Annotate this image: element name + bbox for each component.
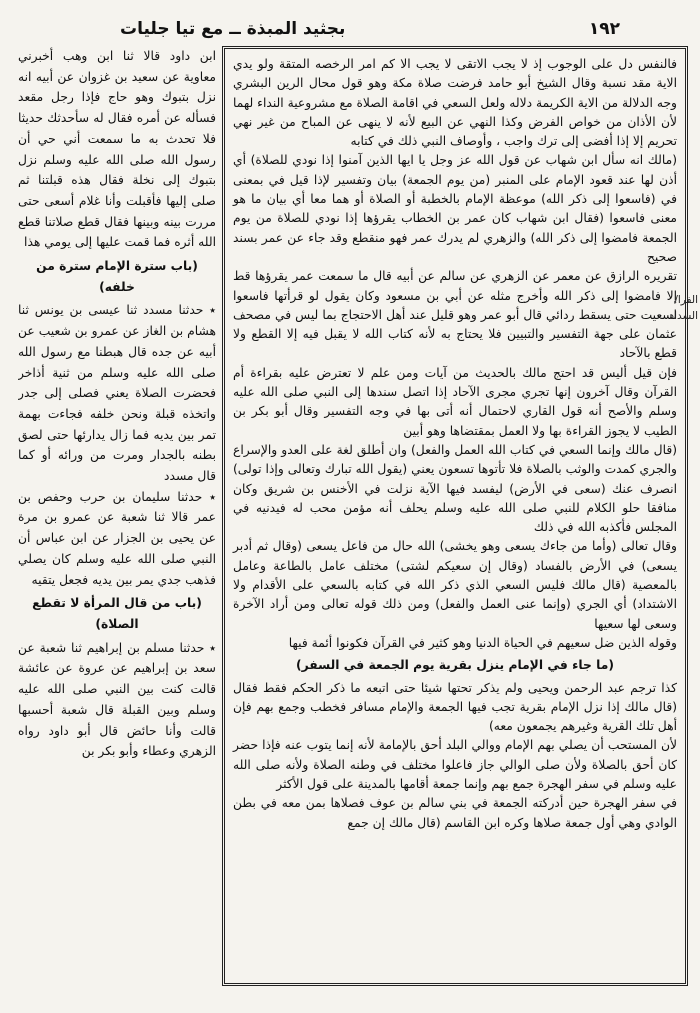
main-paragraph: وقال تعالى (وأما من جاءك يسعى وهو يخشى) الله حال من فاعل يسعى (وقال ثم أدبر يسعى) في الأرض بالفساد (وقال إن سعيكم لشتى) مختلف عامل بالطاعة وعامل بالمعصية (قال مالك فليس السعي الذي ذكر الله في كتابه بالسعي على الأقدام ولا الاشتداد) أي الجري (وإنما عنى العمل والفعل) ومن ذلك قوله تعالى ومن أراد الآخرة وسعى لها سعيها — [233, 539, 677, 631]
side-paragraph: ٭ حدثنا سليمان بن حرب وحفص بن عمر قالا ثنا شعبة عن عمرو بن مرة عن يحيى بن الجزار عن ابن عباس أن النبي صلى الله عليه وسلم كان يصلي فذهب جدي يمر بين يديه فجعل يتقيه — [18, 489, 216, 587]
main-paragraph: فالنفس دل على الوجوب إذ لا يجب الاتقى لا يجب الا كم امر الرخصه المتقة ولو يدي الاية مقد نسبة وقال الشيخ أبو حامد فرضت صلاة مكة وهو قول محال الرين البشري وجه الدلالة من الاية الكريمة دلاله ولعل السعي في اقامة الصلاة مع مشروعية النداء لهما لأن الأذان من خواص الفرض وكذا النهي عن البيع لأنه لا ينهى عن المباح من غير نهي تحريم إلا إذا أفضى إلى ترك واجب ، وأوصاف النبي ذلك في كتابه — [233, 57, 677, 149]
chapter-heading: (باب سترة الإمام سترة من خلفه) — [36, 259, 198, 294]
main-commentary-frame — [222, 46, 688, 986]
main-paragraph: (قال مالك وإنما السعي في كتاب الله العمل والفعل) وان أطلق لغة على العدو والإسراع والجري كمدت والوثب بالصلاة فلا تأتوها تسعون يعني (يقول الله تبارك وتعالى وإذا تولى) انصرف عنك (سعى في الأرض) ليفسد فيها الآية نزلت في الأخنس بن شريق وكان منافقا حلو الكلام للنبي صلى الله عليه وسلم يحلف أنه مؤمن محب له فيدنيه في المجلس فأكذبه الله في ذلك — [233, 442, 677, 535]
main-paragraph: (مالك انه سأل ابن شهاب عن قول الله عز وجل يا ايها الذين آمنوا إذا نودي للصلاة) أي أذن لها عند قعود الإمام على المنبر (من يوم الجمعة) بيان وتفسير لإذا قيل في بمعنى في (فاسعوا إلى ذكر الله) موعظة الإمام بالخطبة أو الصلاة أو هما معا أي بيان ما هو معنى فاسعوا (فقال ابن شهاب كان عمر بن الخطاب يقرؤها إذا نودي للصلاة من يوم الجمعة فامضوا إلى ذكر الله) والزهري لم يدرك عمر فهو منقطع وقد جاء عن عمر بسند صحيح — [233, 153, 677, 264]
margin-annotation: الفرا/ السداد — [669, 294, 698, 322]
page-header — [120, 14, 620, 44]
main-paragraph: تقريره الرازق عن معمر عن الزهري عن سالم عن أبيه قال ما سمعت عمر يقرؤها قط إلا فامضوا إلى ذكر الله وأخرج مثله عن أبي بن مسعود وكان يقول لو قرأتها فاسعوا لسعيت حتى يسقط ردائي قال أبو عمر وهو قليل عند أهل الاحتجاج بما ليس في مصحف عثمان على جهة التفسير والتبيين فلا يحتاج به لأنه كتاب الله لا يقبل فيه إلا القطع ولا قطع بالآحاد — [233, 269, 677, 361]
side-paragraph: ٭ حدثنا مسدد ثنا عيسى بن يونس ثنا هشام بن الغاز عن عمرو بن شعيب عن أبيه عن جده قال هبطنا مع رسول الله صلى الله عليه وسلم من ثنية أذاخر فحضرت الصلاة يعني فصلى إلى جدر واتخذه قبلة ونحن خلفه فجاءت بهمة تمر بين يديه فما زال يدارئها حتى لصق بطنه بالجدار ومرت من ورائه أو كما قال مسدد — [18, 303, 216, 484]
side-paragraph: ابن داود قالا ثنا ابن وهب أخبرني معاوية عن سعيد بن غزوان عن أبيه انه نزل بتبوك وهو حاج فإذا رجل مقعد فسأله عن أمره فقال له سأحدثك حديثا فلا تحدث به ما سمعت أني حي أن رسول الله صلى الله عليه وسلم نزل بتبوك إلى نخلة فقال هذه قبلتنا ثم صلى إليها فأقبلت وأنا غلام أسعى حتى مررت بينه وبينها فقال قطع صلاتنا قطع الله أثره فما قمت عليها إلى يومي هذا — [18, 49, 216, 250]
section-heading: (ما جاء في الإمام ينزل بقرية يوم الجمعة في السفر) — [295, 658, 615, 673]
main-paragraph: فإن قيل أليس قد احتج مالك بالحديث من آيات ومن علم لا تعترض عليه بقراءة أم القرآن وقال آخرون إنها تجري مجرى الآحاد إذا اتصل سندها إلى النبي صلى الله عليه وسلم والأصح أنه قول القاري لاحتمال أنه أتى بها في وجه التفسير وقال أبو بكر بن الطيب لا يجوز القراءة بها ولا العمل بمقتضاها وهو أبين — [233, 365, 677, 438]
chapter-heading: (باب من قال المرأة لا تقطع الصلاة) — [32, 596, 202, 631]
main-paragraph: في سفر الهجرة حين أدركته الجمعة في بني سالم بن عوف فصلاها بمن معه في بطن الوادي وهي أول جمعة صلاها وكره ابن القاسم (قال مالك إن جمع — [233, 796, 677, 830]
main-paragraph: لأن المستحب أن يصلي بهم الإمام ووالي البلد أحق بالإمامة لأنه إنما يتوب عنه فإذا حضر كان أحق بالصلاة ولأن صلى الوالي جاز فاعلوا مختلف في وطنه الصلاة ولأنه صلى الله عليه وسلم في سفر الهجرة جمع بهم وإنما جمعة أقامها بالمدينة على قول الأكثر — [233, 738, 677, 791]
main-paragraph: كذا ترجم عبد الرحمن ويحيى ولم يذكر تحتها شيئا حتى اتبعه ما ذكر الحكم فقط فقال (قال مالك إذا نزل الإمام بقرية تجب فيها الجمعة والإمام مسافر فخطب وجمع بهم فإن أهل تلك القرية وغيرهم يجمعون معه) — [233, 680, 677, 734]
side-paragraph: ٭ حدثنا مسلم بن إبراهيم ثنا شعبة عن سعد بن إبراهيم عن عروة عن عائشة قالت كنت بين النبي صلى الله عليه وسلم وبين القبلة قال شعبة أحسبها قالت وأنا حائض قال أبو داود رواه الزهري وعطاء وأبو بكر بن — [18, 640, 216, 759]
running-title: بجثيد المبذة ــ مع تيا جليات — [120, 19, 346, 39]
page-number: ١٩٢ — [588, 19, 620, 39]
main-paragraph: وقوله الذين ضل سعيهم في الحياة الدنيا وهو كثير في القرآن فكونوا أئمة فيها — [288, 635, 677, 650]
side-hadith-column — [18, 46, 216, 986]
